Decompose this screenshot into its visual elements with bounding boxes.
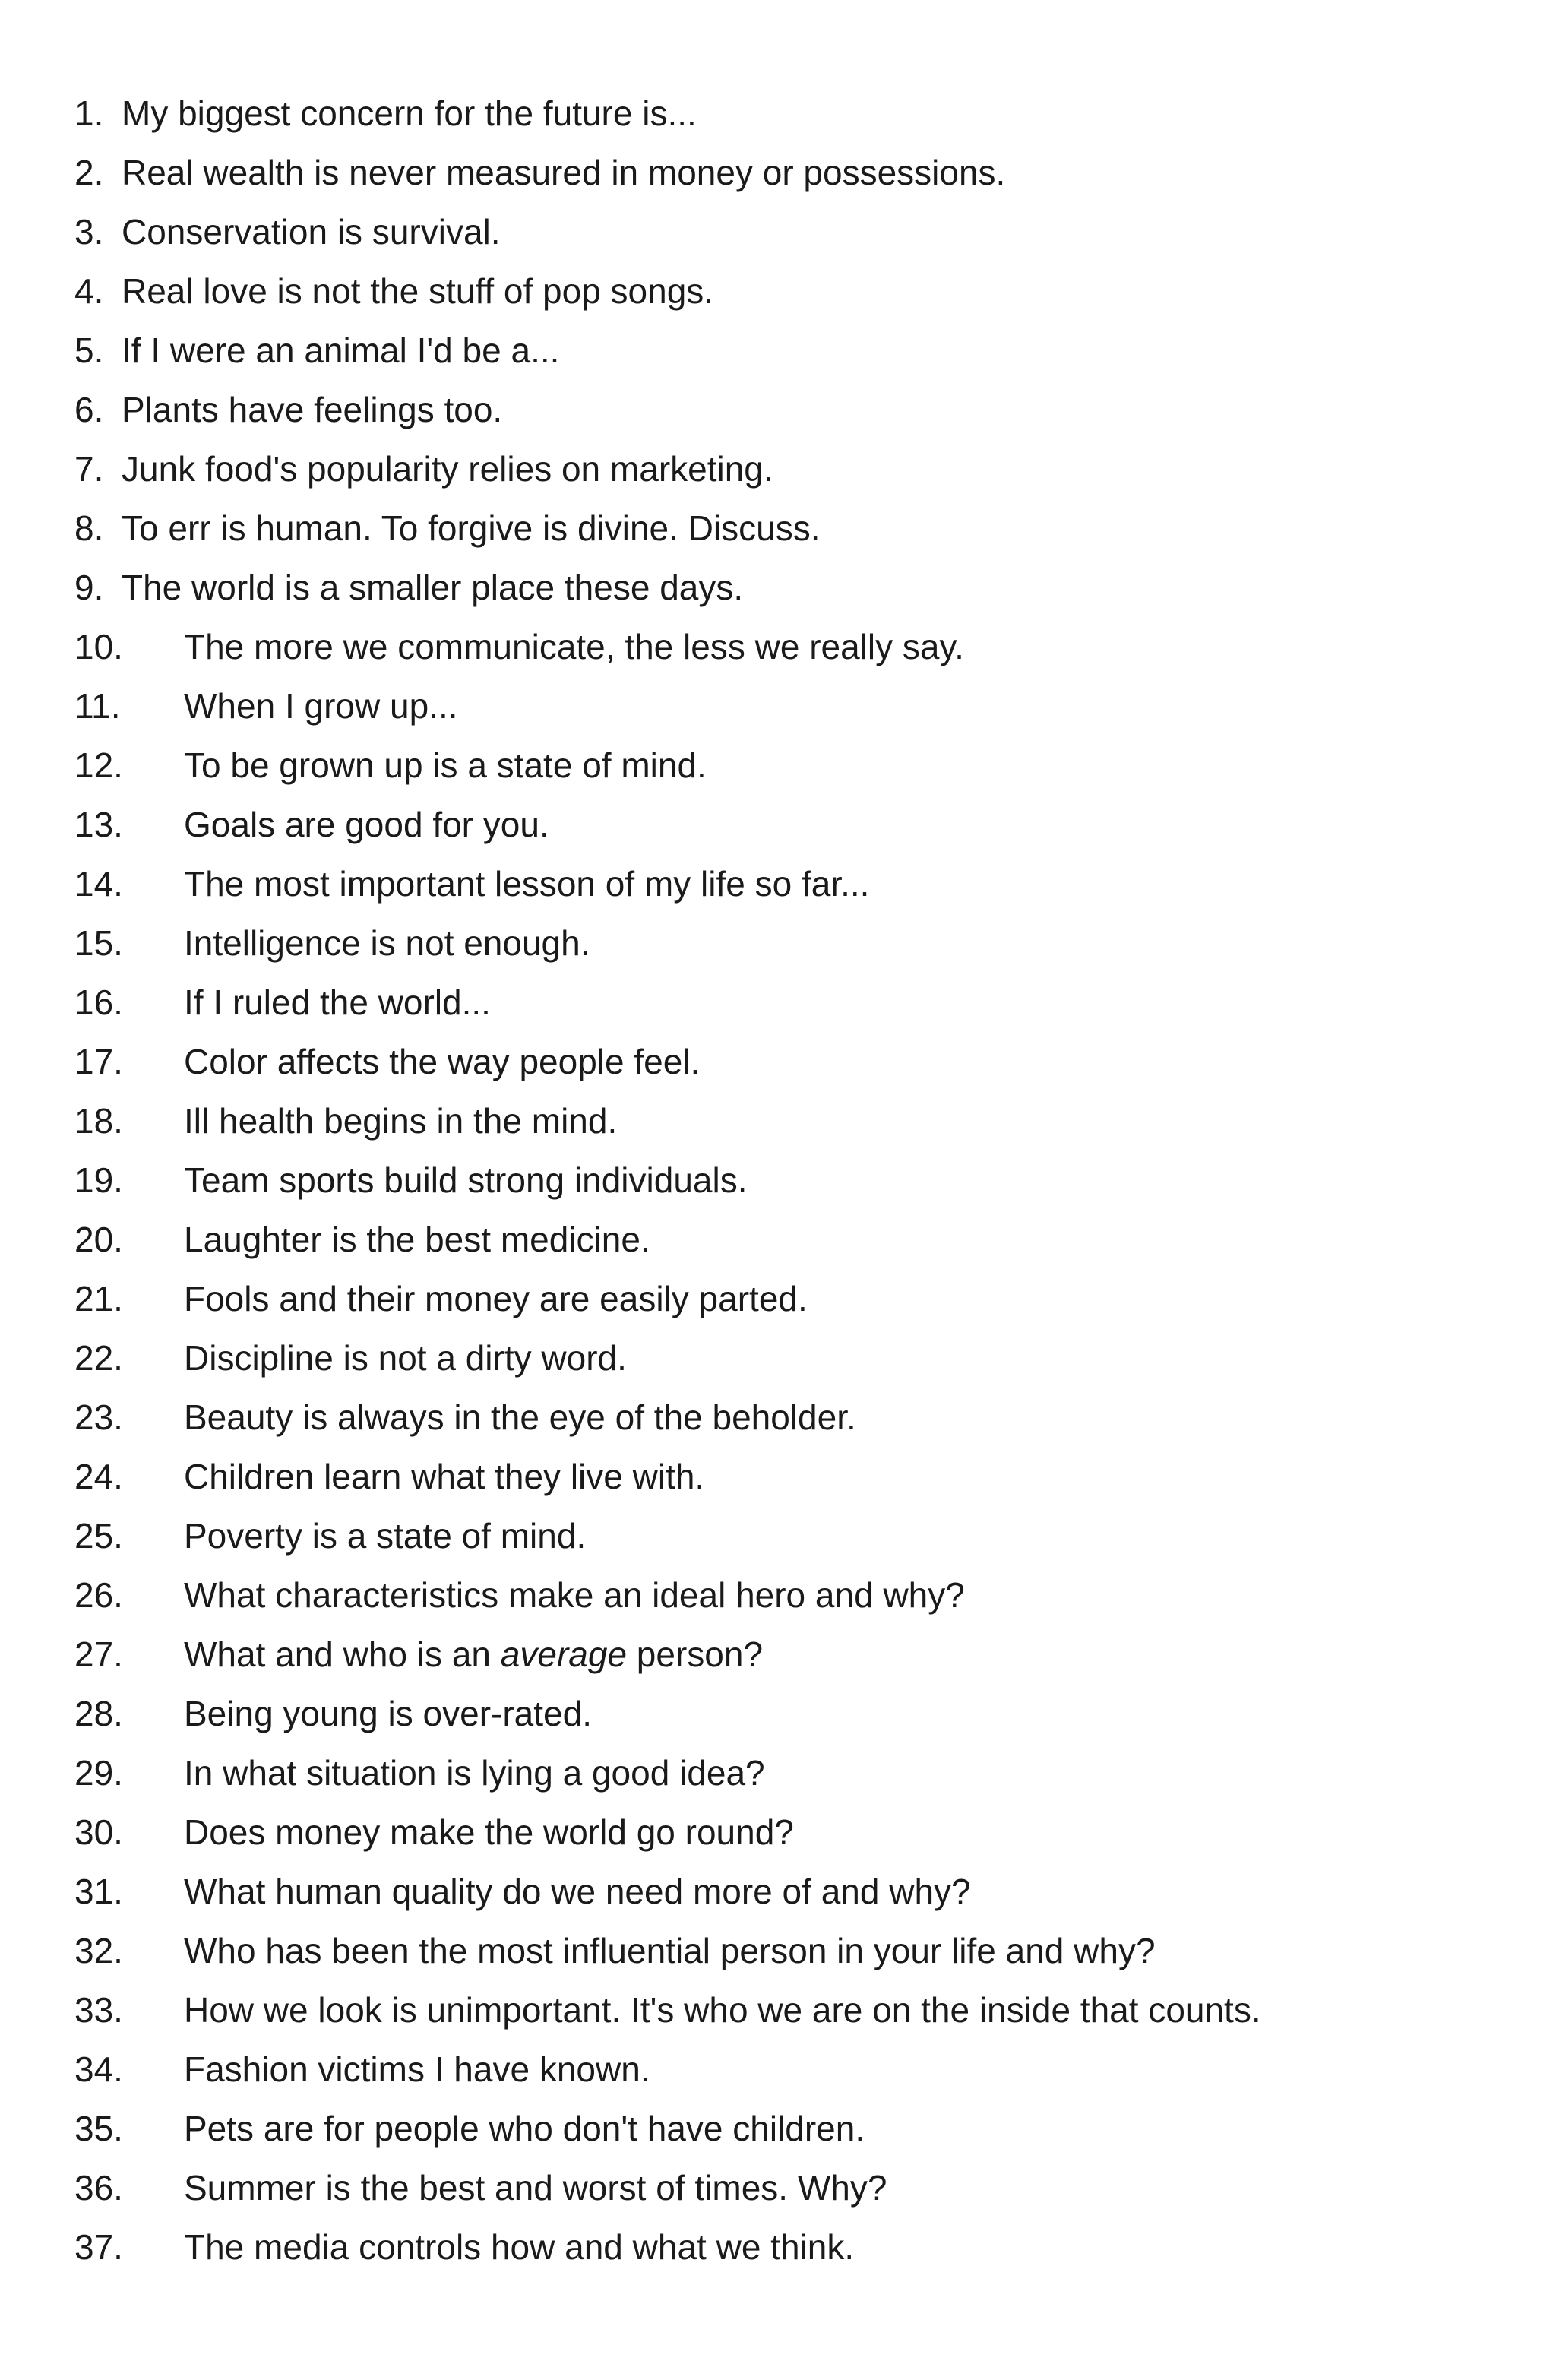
item-number: 35. (74, 2109, 123, 2148)
list-item (74, 685, 1503, 745)
item-number: 30. (74, 1812, 123, 1852)
item-text: The media controls how and what we think. (184, 2227, 855, 2267)
list-item (74, 330, 1503, 389)
item-text: Beauty is always in the eye of the beholder. (184, 1397, 856, 1437)
item-text: The most important lesson of my life so far... (184, 864, 870, 904)
list-item (74, 1575, 1503, 1634)
item-text: How we look is unimportant. It's who we are on the inside that counts. (184, 1990, 1261, 2030)
item-number: 16. (74, 983, 123, 1022)
item-text: Conservation is survival. (122, 212, 501, 252)
item-text: The more we communicate, the less we really say. (184, 627, 964, 666)
item-text: Laughter is the best medicine. (184, 1220, 650, 1259)
item-text: In what situation is lying a good idea? (184, 1753, 765, 1793)
item-number: 25. (74, 1516, 123, 1556)
item-number: 13. (74, 805, 123, 844)
list-item (74, 1693, 1503, 1752)
item-number: 4. (74, 271, 104, 311)
item-number: 23. (74, 1397, 123, 1437)
item-number: 32. (74, 1931, 123, 1970)
list-item (74, 1989, 1503, 2049)
item-text: Real wealth is never measured in money or possessions. (122, 153, 1006, 192)
item-text: Discipline is not a dirty word. (184, 1338, 627, 1378)
item-text (184, 1634, 763, 1675)
item-number: 18. (74, 1101, 123, 1141)
item-text: Intelligence is not enough. (184, 923, 590, 963)
emphasized-word: average (500, 1635, 628, 1674)
item-number: 1. (74, 93, 104, 133)
item-text: The world is a smaller place these days. (122, 568, 744, 607)
list-item (74, 1278, 1503, 1337)
item-text: Goals are good for you. (184, 805, 549, 844)
item-text: If I ruled the world... (184, 983, 491, 1022)
list-item (74, 93, 1503, 152)
item-number: 29. (74, 1753, 123, 1793)
item-number: 26. (74, 1575, 123, 1615)
item-text: Fashion victims I have known. (184, 2049, 650, 2089)
list-item (74, 2049, 1503, 2108)
list-item (74, 1752, 1503, 1812)
item-text: To err is human. To forgive is divine. Discuss. (122, 508, 821, 548)
list-item (74, 2108, 1503, 2167)
list-item (74, 2227, 1503, 2286)
item-text: Children learn what they live with. (184, 1457, 705, 1496)
item-number: 36. (74, 2168, 123, 2208)
list-item (74, 1634, 1503, 1693)
list-item (74, 389, 1503, 448)
item-text: Pets are for people who don't have children. (184, 2109, 865, 2148)
item-text: My biggest concern for the future is... (122, 93, 697, 133)
list-item (74, 1812, 1503, 1871)
item-text: Summer is the best and worst of times. Why? (184, 2168, 887, 2208)
item-number: 19. (74, 1160, 123, 1200)
item-text: Fools and their money are easily parted. (184, 1279, 808, 1318)
item-text: If I were an animal I'd be a... (122, 331, 560, 370)
item-number: 34. (74, 2049, 123, 2089)
item-text-after-emphasis: person? (627, 1635, 764, 1674)
list-item (74, 1397, 1503, 1456)
list-item (74, 626, 1503, 685)
list-item (74, 804, 1503, 863)
item-number: 28. (74, 1694, 123, 1733)
list-item (74, 863, 1503, 923)
item-number: 9. (74, 568, 104, 607)
item-text: Plants have feelings too. (122, 390, 503, 429)
item-number: 31. (74, 1872, 123, 1911)
item-number: 12. (74, 745, 123, 785)
item-number: 33. (74, 1990, 123, 2030)
item-text: Who has been the most influential person in your life and why? (184, 1931, 1156, 1970)
item-number: 22. (74, 1338, 123, 1378)
list-item (74, 1456, 1503, 1515)
item-number: 5. (74, 331, 104, 370)
item-number: 15. (74, 923, 123, 963)
item-text-before-emphasis: What and who is an (184, 1635, 501, 1674)
item-number: 27. (74, 1635, 123, 1674)
list-item (74, 1515, 1503, 1575)
item-number: 6. (74, 390, 104, 429)
list-item (74, 982, 1503, 1041)
list-item (74, 1871, 1503, 1930)
item-number: 2. (74, 153, 104, 192)
list-item (74, 1041, 1503, 1100)
topic-list (74, 93, 1503, 2286)
list-item (74, 1219, 1503, 1278)
item-number: 10. (74, 627, 123, 666)
item-text: To be grown up is a state of mind. (184, 745, 707, 785)
list-item (74, 1930, 1503, 1989)
list-item (74, 1100, 1503, 1160)
item-number: 20. (74, 1220, 123, 1259)
list-item (74, 567, 1503, 626)
list-item (74, 448, 1503, 508)
list-item (74, 745, 1503, 804)
list-item (74, 271, 1503, 330)
item-number: 11. (74, 686, 121, 726)
item-text: Team sports build strong individuals. (184, 1160, 748, 1200)
list-item (74, 2167, 1503, 2227)
item-text: What characteristics make an ideal hero and why? (184, 1575, 965, 1615)
item-text: What human quality do we need more of and why? (184, 1872, 971, 1911)
item-number: 21. (74, 1279, 123, 1318)
item-text: Poverty is a state of mind. (184, 1516, 587, 1556)
list-item (74, 152, 1503, 211)
item-number: 8. (74, 508, 104, 548)
list-item (74, 1160, 1503, 1219)
item-text: Ill health begins in the mind. (184, 1101, 618, 1141)
item-number: 37. (74, 2227, 123, 2267)
item-text: Does money make the world go round? (184, 1812, 794, 1852)
item-text: Being young is over-rated. (184, 1694, 592, 1733)
item-number: 7. (74, 449, 104, 489)
list-item (74, 923, 1503, 982)
item-number: 14. (74, 864, 123, 904)
list-item (74, 1337, 1503, 1397)
list-item (74, 508, 1503, 567)
item-text: Color affects the way people feel. (184, 1042, 701, 1081)
item-text: Junk food's popularity relies on marketing. (122, 449, 773, 489)
item-number: 17. (74, 1042, 123, 1081)
item-number: 3. (74, 212, 104, 252)
item-text: When I grow up... (184, 686, 458, 726)
list-item (74, 211, 1503, 271)
item-text: Real love is not the stuff of pop songs. (122, 271, 714, 311)
item-number: 24. (74, 1457, 123, 1496)
